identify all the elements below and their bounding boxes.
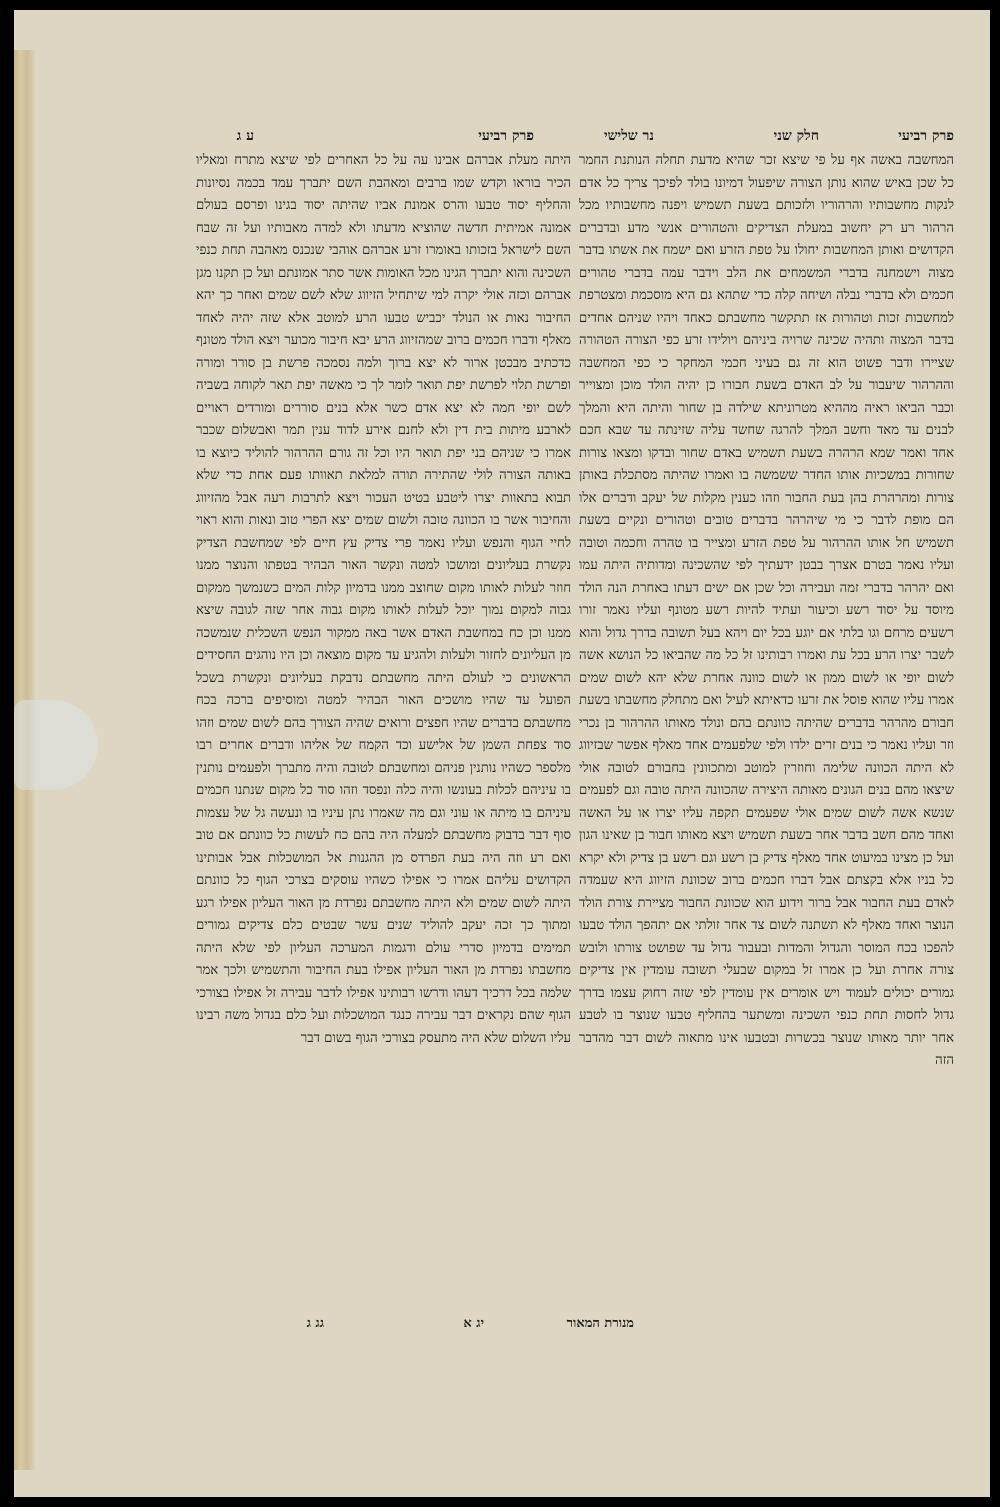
header-mid-title: נר שלישי [603,128,654,144]
text-column-left [196,150,571,1305]
column-text: היתה מעלת אברהם אבינו עה על כל האחרים לפי שיצא מתרח ומאליו הכיר בוראו וקדש שמו ברבים ומאהבת השם יתברך עמד בכמה נסיונות והחליף יסוד טבעו והרס אמונת אביו שהיתה יסוד בגינו ופרסם בעולם אמונה אמיתית חדשה שהוציא מדעתו ולא למדה מאבותיו ועל זה שבח השם לישראל בזכותו באומרו זרע אברהם אוהבי שנכנס מאהבה תחת כנפי השכינה והוא יתברך הגינו מכל האומות אשר סתר אמונתם ועל כן תקנו מגן אברהם וכזה אולי יקרה למי שיתחיל הזיווג שלא לשם שמים ואחר כך יהא החיבור נאות או הנולד יכביש טבעו הרע למוטב אלא שזה יהיה לאחד מאלף ודברו חכמים ברוב שמהזיווג הרע יבא חיבור מכוער ויצא הולד מטונף כדכתיב מבכטן ארור לא יצא ברוך ולמה נסמכה פרשת בן סורר ומורה ופרשת תלוי לפרשת יפת תואר לומר לך כי מאשה יפת תאר לקוחה בשביה לשם יופי חמה לא יצא אדם כשר אלא בנים סוררים ומורדים ראויים לארבע מיתות בית דין ולא לחנם אירע לדוד ענין תמר ואבשלום שכבר אמרו כי שניהם בני יפת תואר היו וכל זה גורם ההרהור להוליד כיוצא בו באותה הצורה לולי שהתירה תורה למלאת תאוותו פעם אחת כדי שלא תבוא בתאוות יצרו ליטבע בטיט העכור ויצא לתרבות רעה אבל מהזיווג והחיבור אשר בו הכוונה טובה ולשום שמים יצא הפרי טוב ונאות והוא ראוי לחיי הגוף והנפש ועליו נאמר פרי צדיק עץ חיים לפי שמחשבת הצדיק נקשרת בעליונים ומושכו למטה ונקשר האור הבהיר בטפתו והנוצר ממנו חוזר לעלות לאותו מקום שחוצב ממנו בדמיון קלות המים כשנמשך ממקום גבוה למקום נמוך יוכל לעלות לאותו מקום גבוה אחר שזה לגובה שיצא ממנו וכן כח במחשבת האדם אשר באה ממקור הנפש השכלית שנמשכה מן העליונים לחזור ולעלות ולהגיע עד מקום מוצאה וכן היו נוהגים החסידים הראשונים כי לעולם היתה מחשבתם נדבקת בעליונים ונקשרת בשכל הפועל עד שהיו מושכים האור הבהיר למטה ומוסיפים ברכה בכח מחשבתם בדברים שהיו חפצים ורואים שהיה הצורך בהם לשום שמים וזהו סוד צפחת השמן של אלישע וכד הקמח של אליהו ודברים אחרים רבו מלספר כשהיו נותנין פניהם ומחשבתם לטובה והיה מתברך ולפעמים נותנין בו עיניהם לכלות בעונשו והיה כלה ונפסד וזהו סוד כל מקום שנתנו חכמים עיניהם בו מיתה או עוני וגם מה שאמרו נתן עיניו בו ונעשה גל של עצמות סוף דבר בדבוק מחשבתם למעלה היה בהם כח לעשות כל כוונתם אם טוב ואם רע וזה היה בעת הפרדס מן ההגנות אל המושכלות אבל אבותינו הקדושים עליהם אמרו כי אפילו כשהיו עוסקים בצרכי הגוף כל כוונתם היתה לשום שמים ולא היתה מחשבתם נפרדת מן האור העליון אפילו רגע ומתוך כך זכה יעקב להוליד שנים עשר שבטים כלם צדיקים גמורים תמימים בדמיון סדרי עולם ודגמות המערכה העליון לפי שלא היתה מחשבתו נפרדת מן האור העליון אפילו בעת החיבור והתשמיש ולכך אמר שלמה בכל דרכיך דעהו ודרשו רבותינו אפילו לדבר עבירה זל אפילו בצורכי הגוף שהם נקראים דבר עבירה כנגד המושכלות ועל כלם בגדול משה רבינו עליו השלום שלא היה מתעסק בצורכי הגוף בשום דבר [196,153,571,1046]
header-right-chapter: פרק רביעי [898,128,954,144]
book-page [14,10,990,1497]
footer-extra: גג ג [306,1316,324,1331]
page-stain [14,700,98,790]
catchword: מנורת המאור [566,1316,634,1331]
running-header [214,128,954,152]
signature-mark: יג א [463,1316,484,1331]
column-text: המחשבה באשה אף על פי שיצא זכר שהיא מדעת תחלה הנותנת החמר כל שכן באיש שהוא נותן הצורה שיפעול דמיונו בולד לפיכך צריך כל אדם לנקות מחשבותיו והרהוריו ולזכותם בשעת תשמיש ויפנה מחשבותיו מכל הרהור רע רק יחשוב במעלת הצדיקים והטהורים אנשי מדע ובדברים הקדושים ואותן המחשבות יחולו על טפת הזרע ואם ישמח את אשתו בדבר מצוה וישמחנה בדברי המשמחים את הלב וידבר עמה בדברי טהורים חכמים ולא בדברי נבלה ושיחה קלה כדי שתהא גם היא מוסכמת ומצטרפת למחשבות זכות וטהורות אז תתקשר מחשבתם כאחד ויהיו שניהם אחדים בדבר המצוה ותהיה שכינה שרויה ביניהם ויולידו זרע כפי הצורה הטהורה שציירו ודבר פשוט הוא זה גם בעיני חכמי המחקר כי כפי המחשבה וההרהור שיעבור על לב האדם בשעת חבורו כן יהיה הולד מוכן ומצוייר וכבר הביאו ראיה מההיא מטרוניתא שילדה בן שחור והיתה היא והמלך לבנים עד מאד וחשב המלך להרגה שחשד עליה שזינתה עד שבא חכם אחד ואמר שמא הרהרה בשעת תשמיש באדם שחור ובדקו ומצאו צורות שחורות במשכיות אותו החדר ששמשה בו ואמרו שהיתה מסתכלת באותן צורות ומהרהרת בהן בעת החבור וזהו כענין מקלות של יעקב ודברים אלו הם מופת לדבר כי מי שיהרהר בדברים טובים וטהורים ונקיים בשעת תשמיש חל אותו ההרהור על טפת הזרע ומצייר בו טהרה וחכמה וטובה ועליו נאמר בטרם אצרך בבטן ידעתיך לפי שהשכינה ומדותיה היתה עמו ואם יהרהר בדברי זמה ועבירה וכל שכן אם ישים דעתו באחרת הנה הולד מיוסד על יסוד רשע וכיעור ועתיד להיות רשע מטונף ועליו נאמר זורו רשעים מרחם וגו בלתי אם יוגע בכל יום ויהא בעל תשובה בדרך גדול והוא לשבר יצרו הרע בכל עת ואמרו רבותינו זל כל מה שהביאו כל הנושא אשה לשום יופי או לשום ממון או לשום כוונה אחרת שלא יהא לשום שמים אמרו עליו שהוא פוסל את זרעו כדאיתא לעיל ואם מתחלק מחשבתו בשעת חבורם מהרהר בדברים שהיתה כוונתם בהם ונולד מאותו ההרהור בן נכרי וזר ועליו נאמר כי בנים זרים ילדו ולפי שלפעמים אחד מאלף אפשר שבזיווג לא היתה הכוונה שלימה וחוזרין למוטב ומתכוונין בחבורם לטובה אולי שיצאו מהם בנים הגונים מאותה היצירה שהכוונה היתה טובה וגם לפעמים שנשא אשה לשום שמים אולי שפעמים תקפה עליו יצרו או על האשה ואחד מהם חשב בדבר אחר בשעת תשמיש ויצא מאותו חבור בן שאינו הגון ועל כן מצינו במיעוט אחד מאלף צדיק בן רשע וגם רשע בן צדיק ולא יקרא כל בניו אלא בקצתם אבל דברו חכמים ברוב שכוונת הזיווג היא שעמדה לאדם בעת החבור אבל ברור וידוע הוא שכוונת החבור מציירת צורת הולד הנוצר ואחד מאלף לא תשתנה לשום צד אחר זולתי אם יתהפך הולד טבעו להפכו בכח המוסר והגדול והמדות ובעבור גדול עד שפושט צורתו ולובש צורה אחרת ועל כן אמרו זל במקום שבעלי תשובה עומדין אין צדיקים גמורים יכולים לעמוד ויש אומרים אין עומדין לפי שזה רחוק עצמו בדרך גדול לחסות תחת כנפי השכינה ומשתער בהחליף טבעו שנוצר בו לטבע אחר יותר מאותו שנוצר בכשרות ובטבעו אינו מתאוה לשום דבר מהדבר הזה [579,153,954,1068]
text-column-right [579,150,954,1305]
header-left-chapter: פרק רביעי [478,128,534,144]
folio-number: ע ג [236,128,254,144]
page-footer [214,1315,634,1335]
header-right-part: חלק שני [773,128,819,144]
